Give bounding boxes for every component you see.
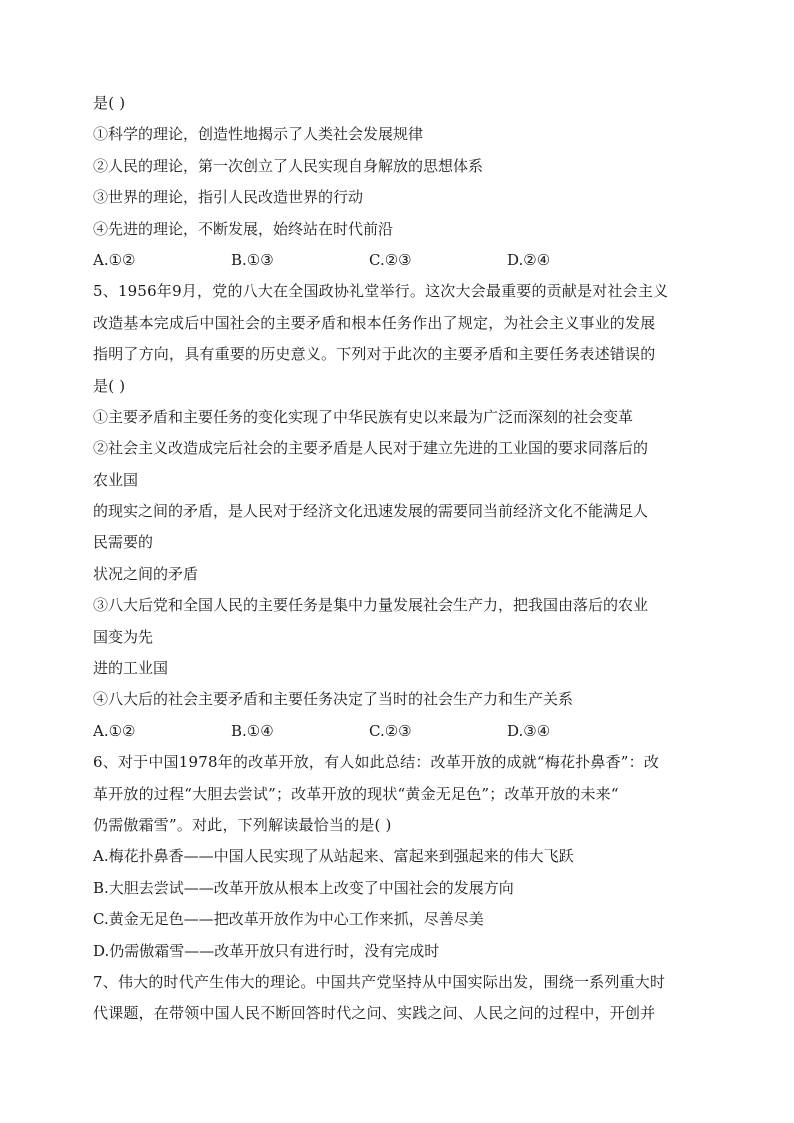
- q5-item-2-cont-2: 的现实之间的矛盾，是人民对于经济文化迅速发展的需要同当前经济文化不能满足人: [93, 502, 649, 521]
- q5-item-3-cont-1: 国变为先: [93, 627, 154, 646]
- q4-options: [93, 250, 703, 270]
- q4-option-d[interactable]: D.②④: [507, 250, 551, 269]
- q6-stem-line-2: 革开放的过程“大胆去尝试”；改革开放的现状“黄金无足色”；改革开放的未来“: [93, 784, 619, 803]
- q5-item-2: ②社会主义改造成完后社会的主要矛盾是人民对于建立先进的工业国的要求同落后的: [93, 439, 649, 458]
- q7-stem-line-1: 7、伟大的时代产生伟大的理论。中国共产党坚持从中国实际出发，围绕一系列重大时: [93, 972, 666, 991]
- q4-stem-tail: 是( ): [93, 94, 126, 112]
- q5-option-a[interactable]: A.①②: [93, 721, 136, 740]
- q5-option-b[interactable]: B.①④: [231, 721, 274, 740]
- q4-option-a[interactable]: A.①②: [93, 250, 136, 269]
- q5-options: [93, 721, 703, 741]
- q5-item-3-cont-2: 进的工业国: [93, 659, 169, 678]
- q5-item-4: ④八大后的社会主要矛盾和主要任务决定了当时的社会生产力和生产关系: [93, 690, 574, 709]
- q5-item-2-cont-3: 民需要的: [93, 533, 154, 552]
- q5-stem-line-4: 是( ): [93, 376, 126, 395]
- q4-option-c[interactable]: C.②③: [369, 250, 412, 269]
- q5-stem-line-2: 改造基本完成后中国社会的主要矛盾和根本任务作出了规定，为社会主义事业的发展: [93, 313, 656, 332]
- q5-stem-line-3: 指明了方向，具有重要的历史意义。下列对于此次的主要矛盾和主要任务表述错误的: [93, 345, 656, 364]
- q4-item-4: ④先进的理论，不断发展，始终站在时代前沿: [93, 219, 394, 238]
- q7-stem-line-2: 代课题，在带领中国人民不断回答时代之问、实践之问、人民之问的过程中，开创并: [93, 1004, 656, 1023]
- q6-choice-a[interactable]: A.梅花扑鼻香——中国人民实现了从站起来、富起来到强起来的伟大飞跃: [93, 847, 574, 866]
- q4-option-b[interactable]: B.①③: [231, 250, 274, 269]
- q6-choice-b[interactable]: B.大胆去尝试——改革开放从根本上改变了中国社会的发展方向: [93, 878, 514, 897]
- q5-item-2-cont-1: 农业国: [93, 470, 139, 489]
- q5-item-2-cont-4: 状况之间的矛盾: [93, 564, 199, 583]
- q4-item-3: ③世界的理论，指引人民改造世界的行动: [93, 188, 364, 207]
- q4-item-1: ①科学的理论，创造性地揭示了人类社会发展规律: [93, 125, 424, 144]
- q6-stem-line-1: 6、对于中国1978年的改革开放，有人如此总结：改革开放的成就“梅花扑鼻香”：改: [93, 753, 660, 772]
- q5-option-c[interactable]: C.②③: [369, 721, 412, 740]
- q4-item-2: ②人民的理论，第一次创立了人民实现自身解放的思想体系: [93, 156, 484, 175]
- q5-stem-line-1: 5、1956年9月，党的八大在全国政协礼堂举行。这次大会最重要的贡献是对社会主义: [93, 282, 669, 301]
- q5-option-d[interactable]: D.③④: [507, 721, 551, 740]
- q6-choice-d[interactable]: D.仍需傲霜雪——改革开放只有进行时，没有完成时: [93, 941, 440, 960]
- q6-choice-c[interactable]: C.黄金无足色——把改革开放作为中心工作来抓，尽善尽美: [93, 910, 484, 929]
- q5-item-1: ①主要矛盾和主要任务的变化实现了中华民族有史以来最为广泛而深刻的社会变革: [93, 407, 634, 426]
- q6-stem-line-3: 仍需傲霜雪”。对此，下列解读最恰当的是( ): [93, 815, 392, 834]
- q5-item-3: ③八大后党和全国人民的主要任务是集中力量发展社会生产力，把我国由落后的农业: [93, 596, 649, 615]
- exam-page: [93, 93, 703, 1035]
